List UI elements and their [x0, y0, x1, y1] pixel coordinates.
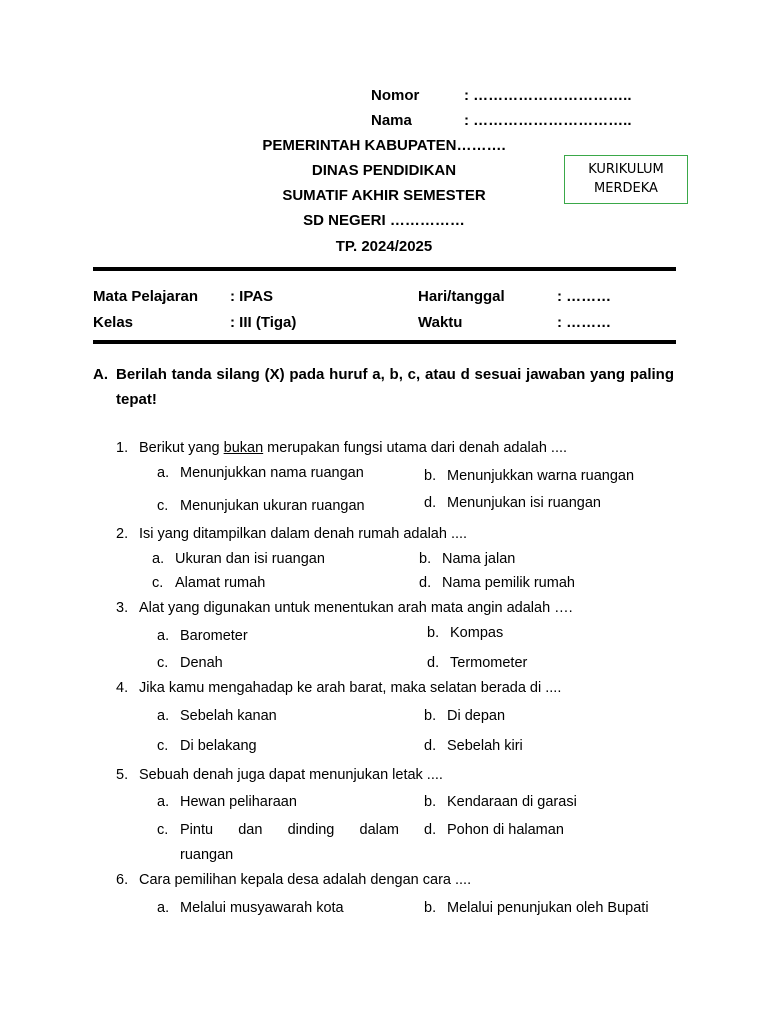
option-text: Nama jalan — [442, 551, 516, 567]
question-1-text — [139, 440, 567, 456]
q1-option-b[interactable] — [424, 468, 634, 484]
nomor-value: : ………………………….. — [464, 87, 632, 104]
option-letter: d. — [424, 495, 437, 511]
q2-option-c[interactable] — [152, 575, 265, 591]
option-text: Denah — [180, 655, 223, 671]
q6-option-b[interactable] — [424, 900, 649, 916]
q5-option-c[interactable] — [180, 822, 399, 838]
option-letter: c. — [157, 655, 169, 671]
q5-option-c-letter[interactable]: c. — [157, 822, 169, 838]
option-letter: d. — [427, 655, 440, 671]
top-divider — [93, 267, 676, 271]
q5-option-c-continuation: ruangan — [180, 847, 234, 863]
option-letter: c. — [157, 498, 169, 514]
q4-option-d[interactable] — [424, 738, 523, 754]
question-1-number: 1. — [116, 440, 129, 456]
option-text: Di belakang — [180, 738, 257, 754]
option-text: Hewan peliharaan — [180, 794, 297, 810]
time-label: Waktu — [418, 314, 463, 331]
q4-option-c[interactable] — [157, 738, 257, 754]
option-text: Pohon di halaman — [447, 822, 564, 838]
question-6-text: Cara pemilihan kepala desa adalah dengan cara .... — [139, 872, 472, 888]
question-6-number: 6. — [116, 872, 129, 888]
q4-option-a[interactable] — [157, 708, 277, 724]
option-letter: d. — [419, 575, 432, 591]
option-text: Di depan — [447, 708, 506, 724]
q3-option-c[interactable] — [157, 655, 223, 671]
option-letter: c. — [157, 738, 169, 754]
header-line-agency: DINAS PENDIDIKAN — [311, 162, 457, 179]
option-word: dinding — [287, 822, 335, 838]
question-5-text: Sebuah denah juga dapat menunjukan letak .... — [139, 767, 443, 783]
question-2-number: 2. — [116, 526, 129, 542]
header-line-exam: SUMATIF AKHIR SEMESTER — [282, 187, 486, 204]
option-letter: a. — [157, 628, 170, 644]
option-letter: d. — [424, 738, 437, 754]
q5-option-b[interactable] — [424, 794, 577, 810]
option-word: dalam — [359, 822, 399, 838]
option-letter: b. — [419, 551, 432, 567]
question-3-text: Alat yang digunakan untuk menentukan arah mata angin adalah …. — [139, 600, 573, 616]
header-line-year: TP. 2024/2025 — [335, 238, 433, 255]
option-letter: b. — [427, 625, 440, 641]
question-1-underlined: bukan — [223, 440, 264, 456]
time-value: : ……… — [557, 314, 612, 331]
option-letter: b. — [424, 794, 437, 810]
option-text: Termometer — [450, 655, 528, 671]
badge-line-1: KURIKULUM — [588, 162, 664, 177]
question-1-text-pre: Berikut yang — [139, 440, 224, 456]
option-letter: c. — [152, 575, 164, 591]
q3-option-d[interactable] — [427, 655, 527, 671]
date-value: : ……… — [557, 288, 612, 305]
nama-value: : ………………………….. — [464, 112, 632, 129]
option-text: Alamat rumah — [175, 575, 266, 591]
option-letter: d. — [424, 822, 437, 838]
question-1-text-post: merupakan fungsi utama dari denah adalah .... — [263, 440, 568, 456]
q1-option-d[interactable] — [424, 495, 601, 511]
option-letter: a. — [152, 551, 165, 567]
header-line-government: PEMERINTAH KABUPATEN………. — [262, 137, 506, 154]
date-label: Hari/tanggal — [418, 288, 505, 305]
option-text: Menunjukkan warna ruangan — [447, 468, 635, 484]
option-word: dan — [238, 822, 263, 838]
subject-value: : IPAS — [230, 288, 274, 305]
option-letter: a. — [157, 900, 170, 916]
q5-option-a[interactable] — [157, 794, 297, 810]
class-value: : III (Tiga) — [230, 314, 297, 331]
instruction-text: Berilah tanda silang (X) pada huruf a, b, c, atau d sesuai jawaban yang paling tepat! — [116, 366, 674, 408]
question-4-text: Jika kamu mengahadap ke arah barat, maka selatan berada di .... — [139, 680, 562, 696]
q2-option-b[interactable] — [419, 551, 515, 567]
option-letter: a. — [157, 708, 170, 724]
option-text: Menunjukkan nama ruangan — [180, 465, 364, 481]
option-letter: a. — [157, 794, 170, 810]
q1-option-c[interactable] — [157, 498, 365, 514]
header-line-school: SD NEGERI …………… — [303, 212, 465, 229]
question-5-number: 5. — [116, 767, 129, 783]
option-text: Barometer — [180, 628, 248, 644]
option-text: Ukuran dan isi ruangan — [175, 551, 325, 567]
question-2-text: Isi yang ditampilkan dalam denah rumah adalah .... — [139, 526, 468, 542]
nama-label: Nama — [371, 112, 412, 129]
q5-option-d[interactable] — [424, 822, 564, 838]
class-label: Kelas — [93, 314, 134, 331]
q2-option-a[interactable] — [152, 551, 325, 567]
option-letter: b. — [424, 900, 437, 916]
option-text: Melalui penunjukan oleh Bupati — [447, 900, 649, 916]
option-text: Sebelah kiri — [447, 738, 523, 754]
q6-option-a[interactable] — [157, 900, 344, 916]
option-letter: b. — [424, 468, 437, 484]
option-text: Kendaraan di garasi — [447, 794, 577, 810]
section-instruction — [93, 362, 674, 412]
option-word: Pintu — [180, 822, 214, 838]
option-letter: b. — [424, 708, 437, 724]
bottom-divider — [93, 340, 676, 344]
q4-option-b[interactable] — [424, 708, 505, 724]
option-text: Menunjukan ukuran ruangan — [180, 498, 365, 514]
option-text: Melalui musyawarah kota — [180, 900, 344, 916]
option-text: Menunjukan isi ruangan — [447, 495, 601, 511]
subject-label: Mata Pelajaran — [93, 288, 199, 305]
curriculum-badge — [564, 155, 688, 204]
section-letter: A. — [93, 366, 108, 383]
q2-option-d[interactable] — [419, 575, 575, 591]
question-4-number: 4. — [116, 680, 129, 696]
q1-option-a[interactable] — [157, 465, 364, 481]
option-letter: a. — [157, 465, 170, 481]
option-text: Sebelah kanan — [180, 708, 277, 724]
q3-option-b[interactable] — [427, 625, 503, 641]
option-text: Nama pemilik rumah — [442, 575, 575, 591]
q3-option-a[interactable] — [157, 628, 248, 644]
option-text: Kompas — [450, 625, 504, 641]
question-3-number: 3. — [116, 600, 129, 616]
nomor-label: Nomor — [371, 87, 420, 104]
badge-line-2: MERDEKA — [594, 181, 658, 196]
